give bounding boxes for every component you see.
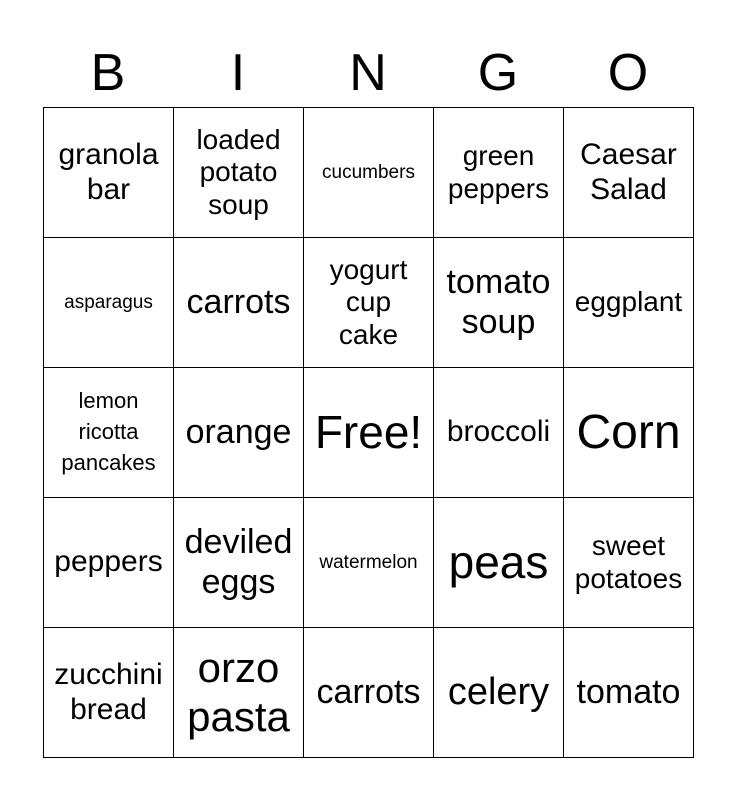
cell-text: zucchini bread <box>54 658 163 726</box>
bingo-cell[interactable] <box>174 498 304 628</box>
bingo-cell[interactable] <box>304 498 434 628</box>
cell-text: carrots <box>316 672 421 711</box>
cell-text: yogurt cup cake <box>329 254 408 350</box>
cell-text: lemon ricotta pancakes <box>61 388 156 475</box>
bingo-cell[interactable] <box>174 628 304 758</box>
bingo-cell[interactable] <box>434 238 564 368</box>
header-letter-n: N <box>349 44 387 102</box>
cell-text: orange <box>185 412 292 451</box>
bingo-cell[interactable] <box>174 108 304 238</box>
bingo-cell[interactable] <box>304 238 434 368</box>
cell-text: celery <box>447 670 550 713</box>
cell-text: granola bar <box>58 138 159 206</box>
bingo-cell[interactable] <box>564 368 694 498</box>
cell-text: peppers <box>54 545 163 579</box>
bingo-cell[interactable] <box>44 108 174 238</box>
cell-text: asparagus <box>64 291 153 313</box>
cell-text: sweet potatoes <box>574 530 683 594</box>
bingo-cell[interactable] <box>434 108 564 238</box>
cell-text: eggplant <box>574 286 683 318</box>
bingo-cell[interactable] <box>304 628 434 758</box>
cell-text: watermelon <box>319 551 418 573</box>
bingo-cell[interactable] <box>304 108 434 238</box>
cell-text: orzo pasta <box>187 644 290 740</box>
bingo-cell[interactable] <box>434 628 564 758</box>
cell-text: loaded potato soup <box>196 124 281 220</box>
cell-text: deviled eggs <box>184 523 293 601</box>
header-letter-i: I <box>230 44 246 102</box>
free-space-text: Free! <box>314 406 423 459</box>
bingo-cell[interactable] <box>44 238 174 368</box>
bingo-cell[interactable] <box>44 498 174 628</box>
cell-text: broccoli <box>446 415 551 449</box>
cell-text: Caesar Salad <box>580 138 677 206</box>
bingo-cell[interactable] <box>174 368 304 498</box>
bingo-cell[interactable] <box>174 238 304 368</box>
bingo-board <box>43 107 694 758</box>
cell-text: Corn <box>576 405 681 459</box>
cell-text: green peppers <box>447 140 550 204</box>
bingo-cell[interactable] <box>434 368 564 498</box>
cell-text: tomato <box>576 672 681 711</box>
header-letter-o: O <box>607 44 649 102</box>
bingo-cell[interactable] <box>564 498 694 628</box>
bingo-cell free-space[interactable] <box>304 368 434 498</box>
cell-text: peas <box>448 536 549 589</box>
cell-text: carrots <box>186 282 291 321</box>
header-letter-b: B <box>90 44 126 102</box>
bingo-cell[interactable] <box>434 498 564 628</box>
cell-text: tomato soup <box>446 263 551 341</box>
bingo-cell[interactable] <box>44 368 174 498</box>
bingo-cell[interactable] <box>44 628 174 758</box>
bingo-cell[interactable] <box>564 238 694 368</box>
bingo-cell[interactable] <box>564 108 694 238</box>
cell-text: cucumbers <box>322 161 415 183</box>
bingo-cell[interactable] <box>564 628 694 758</box>
header-letter-g: G <box>477 44 519 102</box>
bingo-header <box>43 38 693 108</box>
